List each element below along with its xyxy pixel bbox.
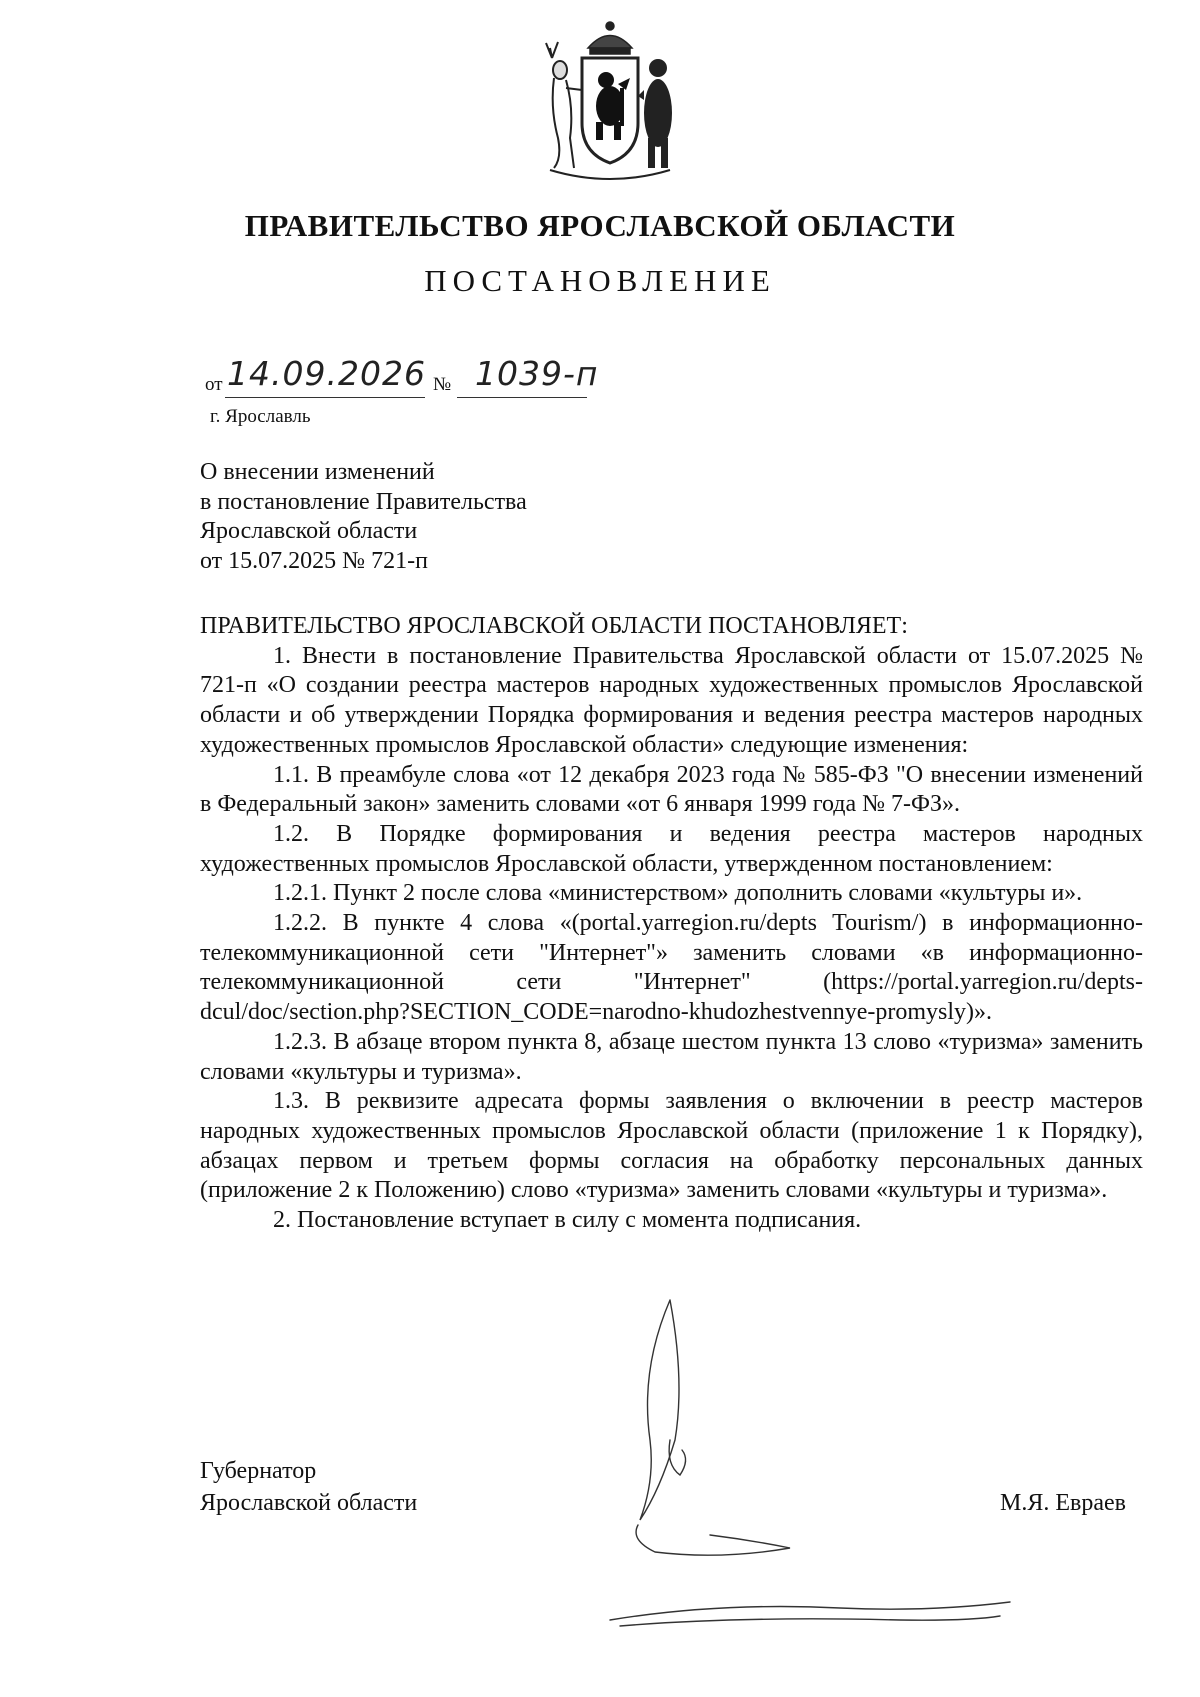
organization-title: ПРАВИТЕЛЬСТВО ЯРОСЛАВСКОЙ ОБЛАСТИ: [244, 208, 956, 243]
number-prefix: №: [433, 374, 452, 395]
paragraph-1-1: 1.1. В преамбуле слова «от 12 декабря 2023 года № 585-ФЗ "О внесении изменений в Федеральный закон» заменить словами «от 6 января 1999 года № 7-ФЗ».: [200, 761, 1143, 818]
coat-of-arms-emblem: [540, 18, 680, 188]
paragraph-2: 2. Постановление вступает в силу с момента подписания.: [273, 1207, 862, 1234]
paragraph-1-2: 1.2. В Порядке формирования и ведения реестра мастеров народных художественных промыслов Ярославской области, утвержденном постановлением:: [200, 820, 1143, 877]
signatory-position-line: Ярославской области: [200, 1490, 418, 1516]
subject-line: О внесении изменений: [200, 459, 435, 485]
signatory-position-line: Губернатор: [200, 1458, 317, 1484]
city-label: г. Ярославль: [210, 406, 311, 427]
document-type-heading: ПОСТАНОВЛЕНИЕ: [424, 263, 776, 298]
subject-block: [200, 458, 527, 576]
preamble: ПРАВИТЕЛЬСТВО ЯРОСЛАВСКОЙ ОБЛАСТИ ПОСТАНОВЛЯЕТ:: [200, 613, 908, 639]
paragraph-1-2-3: 1.2.3. В абзаце втором пункта 8, абзаце шестом пункта 13 слово «туризма» заменить словами «культуры и туризма».: [200, 1028, 1143, 1085]
handwritten-number: 1039-п: [475, 354, 599, 393]
number-underline: [457, 397, 587, 398]
subject-line: от 15.07.2025 № 721-п: [200, 547, 428, 574]
handwritten-signature: [600, 1290, 1020, 1630]
paragraph-1-3: 1.3. В реквизите адресата формы заявления о включении в реестр мастеров народных художественных промыслов Ярославской области (приложение 1 к Порядку), абзацах первом и третьем формы согласия на обработку персональных данных (приложение 2 к Положению) слово «туризма» заменить словами «культуры и туризма».: [200, 1088, 1143, 1204]
signatory-name: М.Я. Евраев: [1000, 1490, 1126, 1516]
registration-line: [205, 352, 705, 402]
paragraph-1-2-1: 1.2.1. Пункт 2 после слова «министерством» дополнить словами «культуры и».: [273, 880, 1083, 907]
subject-line: Ярославской области: [200, 518, 418, 544]
document-body: [200, 612, 1143, 1236]
signatory-position: [200, 1455, 417, 1519]
handwritten-date: 14.09.2026: [227, 354, 426, 393]
paragraph-1: 1. Внести в постановление Правительства Ярославской области от 15.07.2025 № 721-п «О создании реестра мастеров народных художественных промыслов Ярославской области и об утверждении Порядка формирования и ведения реестра мастеров народных художественных промыслов Ярославской области» следующие изменения:: [200, 642, 1143, 758]
paragraph-1-2-2: 1.2.2. В пункте 4 слова «(portal.yarregion.ru/depts Tourism/) в информационно-телекоммуникационной сети "Интернет"» заменить словами «в информационно-телекоммуникационной сети "Интернет" (https://portal.yarregion.ru/depts-dcul/doc/section.php?SECTION_CODE=narodno-khudozhestvennye-promysly)».: [200, 910, 1143, 1026]
subject-line: в постановление Правительства: [200, 488, 527, 515]
date-underline: [225, 397, 425, 398]
date-prefix: от: [205, 374, 223, 395]
